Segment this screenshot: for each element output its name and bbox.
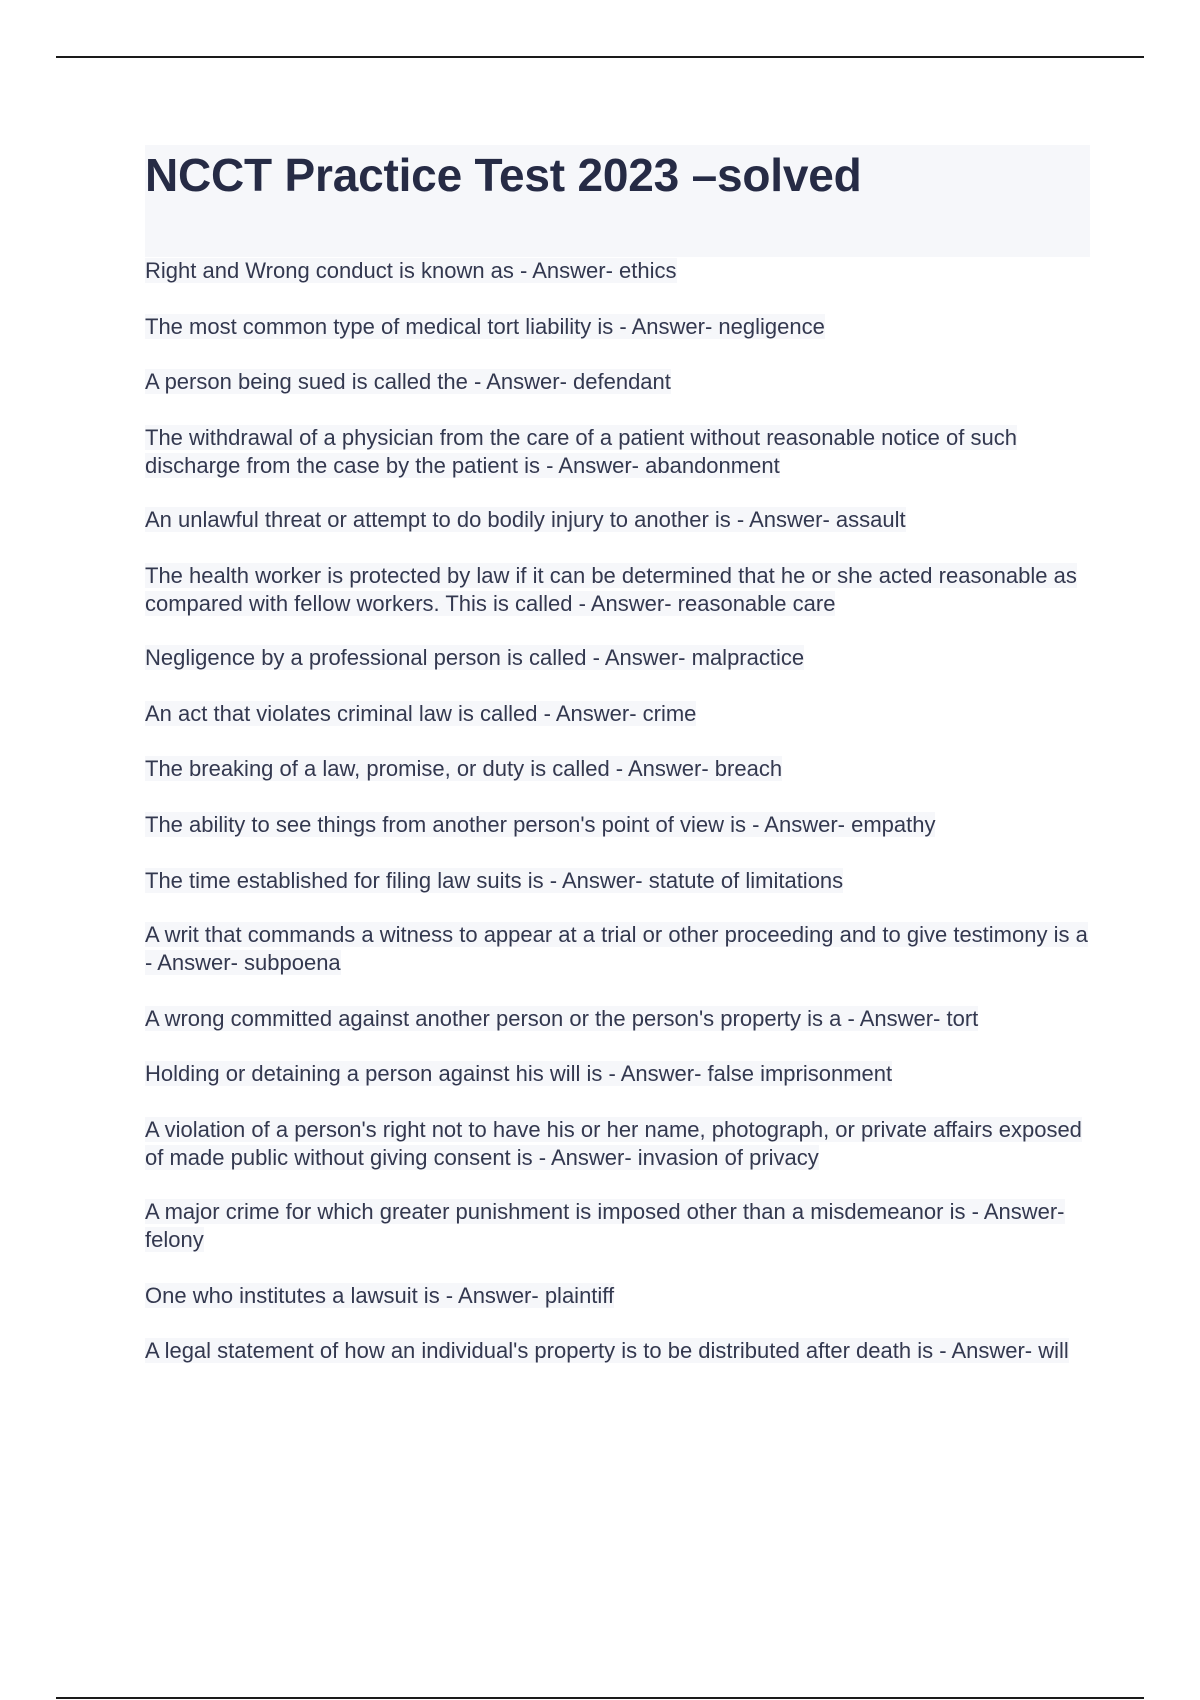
- header-rule: [56, 56, 1144, 58]
- title-block: [145, 145, 1090, 257]
- qa-item: [145, 313, 1090, 341]
- document-body: [145, 145, 1090, 1365]
- qa-text: Right and Wrong conduct is known as - Answer- ethics: [145, 258, 677, 283]
- qa-item: [145, 867, 1090, 895]
- qa-text: An act that violates criminal law is called - Answer- crime: [145, 701, 697, 726]
- qa-item: [145, 1282, 1090, 1310]
- qa-item: [145, 1337, 1090, 1365]
- qa-text: A wrong committed against another person or the person's property is a - Answer- tort: [145, 1006, 979, 1031]
- qa-text: One who institutes a lawsuit is - Answer- plaintiff: [145, 1283, 615, 1308]
- qa-item: [145, 506, 1090, 534]
- qa-text: A major crime for which greater punishment is imposed other than a misdemeanor is - Answer- felony: [145, 1199, 1065, 1252]
- qa-text: Negligence by a professional person is called - Answer- malpractice: [145, 645, 805, 670]
- qa-list: [145, 257, 1090, 1365]
- qa-item: [145, 921, 1090, 977]
- qa-text: The most common type of medical tort liability is - Answer- negligence: [145, 314, 825, 339]
- qa-text: The breaking of a law, promise, or duty is called - Answer- breach: [145, 756, 783, 781]
- qa-item: [145, 368, 1090, 396]
- qa-text: A violation of a person's right not to have his or her name, photograph, or private affairs exposed of made public without giving consent is - Answer- invasion of privacy: [145, 1117, 1082, 1170]
- qa-text: A legal statement of how an individual's property is to be distributed after death is - Answer- will: [145, 1338, 1069, 1363]
- qa-text: The ability to see things from another person's point of view is - Answer- empathy: [145, 812, 936, 837]
- qa-item: [145, 700, 1090, 728]
- qa-item: [145, 811, 1090, 839]
- qa-item: [145, 1060, 1090, 1088]
- page-title: NCCT Practice Test 2023 –solved: [145, 149, 862, 201]
- qa-text: A person being sued is called the - Answer- defendant: [145, 369, 671, 394]
- qa-item: [145, 644, 1090, 672]
- qa-item: [145, 424, 1090, 480]
- qa-text: An unlawful threat or attempt to do bodily injury to another is - Answer- assault: [145, 507, 906, 532]
- qa-item: [145, 1005, 1090, 1033]
- qa-item: [145, 562, 1090, 618]
- qa-text: The time established for filing law suits is - Answer- statute of limitations: [145, 868, 844, 893]
- qa-text: A writ that commands a witness to appear at a trial or other proceeding and to give testimony is a - Answer- subpoena: [145, 922, 1088, 975]
- qa-item: [145, 1116, 1090, 1172]
- qa-item: [145, 1198, 1090, 1254]
- qa-text: The withdrawal of a physician from the care of a patient without reasonable notice of such discharge from the case by the patient is - Answer- abandonment: [145, 425, 1017, 478]
- qa-item: [145, 755, 1090, 783]
- qa-text: Holding or detaining a person against his will is - Answer- false imprisonment: [145, 1061, 893, 1086]
- qa-text: The health worker is protected by law if it can be determined that he or she acted reasonable as compared with fellow workers. This is called - Answer- reasonable care: [145, 563, 1077, 616]
- qa-item: [145, 257, 1090, 285]
- footer-rule: [56, 1697, 1144, 1699]
